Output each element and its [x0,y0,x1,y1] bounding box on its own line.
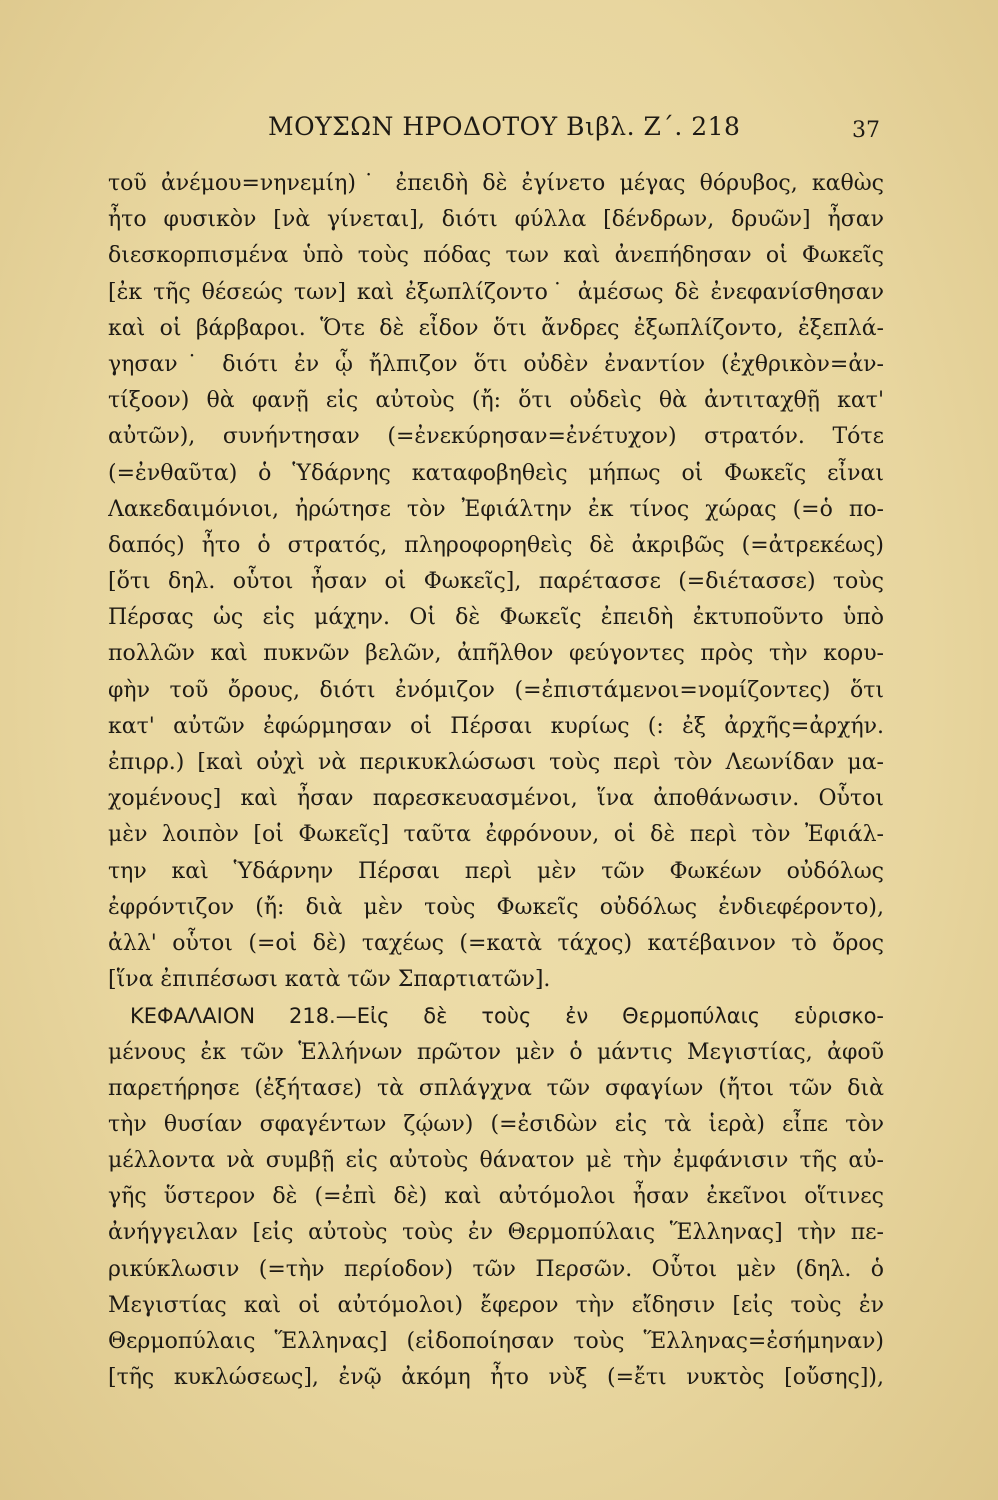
text-line: μὲν λοιπὸν [οἱ Φωκεῖς] ταῦτα ἐφρόνουν, οἱ δὲ περὶ τὸν Ἐφιάλ- [108,822,884,848]
text-line: χομένους] καὶ ἦσαν παρεσκευασμένοι, ἵνα ἀποθάνωσιν. Οὗτοι [108,786,884,812]
text-line: διεσκορπισμένα ὑπὸ τοὺς πόδας των καὶ ἀνεπήδησαν οἱ Φωκεῖς [108,243,884,269]
chapter-heading-line: ΚΕΦΑΛΑΙΟΝ 218.—Εἰς δὲ τοὺς ἐν Θερμοπύλαις εὑρισκο- [130,1004,884,1029]
text-line: δαπός) ἦτο ὁ στρατός, πληροφορηθεὶς δὲ ἀκριβῶς (=ἀτρεκέως) [108,532,884,558]
text-line: ρικύκλωσιν (=τὴν περίοδον) τῶν Περσῶν. Οὗτοι μὲν (δηλ. ὁ [108,1256,884,1282]
text-line: [ὅτι δηλ. οὗτοι ἦσαν οἱ Φωκεῖς], παρέτασσε (=διέτασσε) τοὺς [108,569,884,595]
page-number: 37 [852,118,880,143]
text-line: γησαν˙ διότι ἐν ᾧ ἤλπιζον ὅτι οὐδὲν ἐναντίον (ἐχθρικὸν=ἀν- [108,351,884,377]
text-line: αὐτῶν), συνήντησαν (=ἐνεκύρησαν=ἐνέτυχον) στρατόν. Τότε [108,424,884,450]
text-line: γῆς ὕστερον δὲ (=ἐπὶ δὲ) καὶ αὐτόμολοι ἦσαν ἐκεῖνοι οἵτινες [108,1184,884,1210]
text-line: (=ἐνθαῦτα) ὁ Ὑδάρνης καταφοβηθεὶς μήπως οἱ Φωκεῖς εἶναι [108,460,884,486]
text-line: καὶ οἱ βάρβαροι. Ὅτε δὲ εἶδον ὅτι ἄνδρες ἐξωπλίζοντο, ἐξεπλά- [108,315,884,341]
text-line: ἀνήγγειλαν [εἰς αὐτοὺς τοὺς ἐν Θερμοπύλαις Ἕλληνας] τὴν πε- [108,1220,884,1246]
text-line: παρετήρησε (ἐξήτασε) τὰ σπλάγχνα τῶν σφαγίων (ἤτοι τῶν διὰ [108,1075,884,1101]
page-header [0,112,998,148]
text-line: [τῆς κυκλώσεως], ἐνῷ ἀκόμη ἦτο νὺξ (=ἔτι νυκτὸς [οὔσης]), [108,1365,884,1391]
body-text [108,166,884,1396]
text-line: ἐπιρρ.) [καὶ οὐχὶ νὰ περικυκλώσωσι τοὺς περὶ τὸν Λεωνίδαν μα- [108,750,884,775]
text-line: Θερμοπύλαις Ἕλληνας] (εἰδοποίησαν τοὺς Ἕλληνας=ἐσήμηναν) [108,1329,884,1354]
text-line: κατ' αὐτῶν ἐφώρμησαν οἱ Πέρσαι κυρίως (: ἐξ ἀρχῆς=ἀρχήν. [108,713,884,739]
text-line: τοῦ ἀνέμου=νηνεμίη)˙ ἐπειδὴ δὲ ἐγίνετο μέγας θόρυβος, καθὼς [108,171,884,196]
text-line: Πέρσας ὡς εἰς μάχην. Οἱ δὲ Φωκεῖς ἐπειδὴ ἐκτυποῦντο ὑπὸ [108,605,884,631]
text-line: τίξοον) θὰ φανῇ εἰς αὐτοὺς (ἤ: ὅτι οὐδεὶς θὰ ἀντιταχθῇ κατ' [108,388,884,414]
text-line: φὴν τοῦ ὄρους, διότι ἐνόμιζον (=ἐπιστάμενοι=νομίζοντες) ὅτι [108,677,884,703]
running-head: ΜΟΥΣΩΝ ΗΡΟΔΟΤΟΥ Βιβλ. Ζ΄. 218 [268,112,741,141]
text-line: [ἐκ τῆς θέσεώς των] καὶ ἐξωπλίζοντο˙ ἀμέσως δὲ ἐνεφανίσθησαν [108,279,884,305]
text-line: ἦτο φυσικὸν [νὰ γίνεται], διότι φύλλα [δένδρων, δρυῶν] ἦσαν [108,207,884,233]
paragraph-end-line: [ἵνα ἐπιπέσωσι κατὰ τῶν Σπαρτιατῶν]. [108,967,551,993]
text-line: μέλλοντα νὰ συμβῇ εἰς αὐτοὺς θάνατον μὲ τὴν ἐμφάνισιν τῆς αὐ- [108,1148,884,1174]
text-line: Λακεδαιμόνιοι, ἠρώτησε τὸν Ἐφιάλτην ἐκ τίνος χώρας (=ὁ πο- [108,496,884,522]
text-line: Μεγιστίας καὶ οἱ αὐτόμολοι) ἔφερον τὴν εἴδησιν [εἰς τοὺς ἐν [108,1292,884,1318]
text-line: ἀλλ' οὗτοι (=οἱ δὲ) ταχέως (=κατὰ τάχος) κατέβαινον τὸ ὄρος [108,930,884,956]
text-line: πολλῶν καὶ πυκνῶν βελῶν, ἀπῆλθον φεύγοντες πρὸς τὴν κορυ- [108,641,884,667]
text-line: τὴν θυσίαν σφαγέντων ζῴων) (=ἐσιδὼν εἰς τὰ ἱερὰ) εἶπε τὸν [108,1111,884,1137]
text-line: την καὶ Ὑδάρνην Πέρσαι περὶ μὲν τῶν Φωκέων οὐδόλως [108,858,884,884]
text-line: μένους ἐκ τῶν Ἑλλήνων πρῶτον μὲν ὁ μάντις Μεγιστίας, ἀφοῦ [108,1039,884,1065]
text-line: ἐφρόντιζον (ἤ: διὰ μὲν τοὺς Φωκεῖς οὐδόλως ἐνδιεφέροντο), [108,894,884,920]
